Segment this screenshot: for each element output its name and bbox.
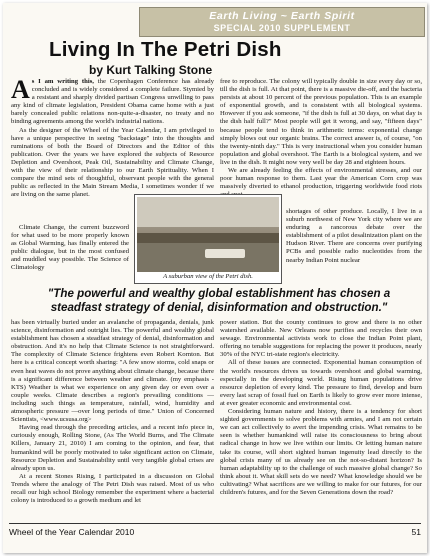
suburban-photo	[137, 197, 279, 272]
paragraph: At a recent Stones Rising, I participated in a discussion on Global Trends where the analogy of The Petri Dish was raised. Most of us who recall our high school Biology remember the experiment where a bacterial colony is introduced to a growth medium and let	[11, 472, 214, 505]
column-1-upper	[11, 75, 214, 199]
paragraph: free to reproduce. The colony will typically double in size every day or so, till the dish is full. At that point, there is a massive die-off, and the bacteria persists at about 10 percent of the previous population. This is an example of exponential growth, and is consistent with all biological systems. However if you ask someone, "if the dish is full at 30 days, on what day is the dish half full?" Most people will get it wrong, and say, "fifteen days" because people tend to think in arithmetic terms: exponential change simply blows out our organic brains. The correct answer is, of course, "on the twenty-ninth day." This is very instructional when you consider human population and global overshoot. The Earth is a biological system, and we live in the dish. It might now very well be day 28 and eighteen hours.	[220, 78, 422, 166]
page-number: 51	[411, 527, 421, 537]
photo-boat	[205, 249, 245, 258]
paragraph: As the designer of the Wheel of the Year Calendar, I am privileged to have a unique perspective in seeing "backstage" into the thoughts and ruminations of both the Board of Directors and the Editor of this publication. Over the years we have explored the subjects of Resource Depletion and Overshoot, Peak Oil, Sustainability and Climate Change, with the view of their relationship to our Earth Spirituality. When I compare the mind sets of thoughtful, observant people with the general public as reflected in the Main Stream Media, I sometimes wonder if we are living on the same planet.	[11, 126, 214, 199]
photo-caption: A suburban view of the Petri dish.	[163, 273, 253, 280]
paragraph: Considering human nature and history, there is a tendency for short sighted governments to solve problems with armies, and I am not certain we can act collectively to avert the impending crisis. What remains to be seen is whether humankind will raise its consciousness to bring about radical change in how we live within our limits. Or letting human nature take its course, will short sighted human ingenuity lead directly to the global crisis many of us already see on the not-so-distant horizon? Is human adaptability up to the challenge of such massive global change? So think about it. What skill sets do we need? What knowledge should we be cultivating? What sacrifices are we willing to make for our futures, for our children's futures, and for the Seven Generations down the road?	[220, 408, 422, 496]
paragraph: shortages of other produce. Locally, I live in a suburb northwest of New York city where we are enduring a rancorous debate over the establishment of a pilot desalinization plant on the Hudson River. There are concerns over purifying PCBs and possible radio nucleotides from the nearby Indian Point nuclear	[286, 208, 422, 264]
paragraph: We are already feeling the effects of environmental stresses, and our poor human response to them. Last year the American Corn crop was massively diverted to ethanol production, triggering worldwide food riots	[220, 167, 422, 191]
column-1-lower	[11, 224, 129, 273]
footer-divider	[9, 523, 421, 524]
column-2-lower	[286, 208, 422, 265]
paragraph: Having read through the preceding articles, and a recent info piece in, curiously enough, Rolling Stone, (As The World Burns, and The Climate Killers, January 21, 2010) I am coming to the opinion, and fear, that humankind will be poorly motivated to take significant action on Climate, Resource Depletion and Sustainability until very tangible global crises are already upon us.	[11, 424, 214, 472]
paragraph: Climate Change, the current buzzword for what used to be more properly known as Global Warming, has finally entered the public dialogue, but in the most confused and muddled way possible. The Science of Climatology	[11, 224, 129, 272]
paragraph: power station. But the county continues to grow and there is no other watershed available. New Orleans now purifies and recycles their own sewage. Environmental activists work to close the Indian Point plant, offering no tenable suggestions for replacing the power it produces, nearly 30% of the NYC tri-state region's electricity.	[220, 319, 422, 359]
article-title: Living In The Petri Dish	[49, 38, 282, 61]
lead-in: s I am writing this,	[31, 78, 94, 85]
footer-publication: Wheel of the Year Calendar 2010	[9, 527, 135, 537]
paragraph: All of these issues are connected. Exponential human consumption of the world's resources drives us towards overshoot and global warming, especially in the developing world. Rising human populations drive resource depletion of every kind. The pressure to find, develop and burn every last scrap of fossil fuel on Earth is likely to grow ever more intense, at ever greater economic and environmental cost.	[220, 359, 422, 407]
paragraph-text: the Copenhagen Conference has already concluded and is widely considered a complete failure. Stymied by a resistant and sharply divided partisan Congress unwilling to pass any kind of climate legislation, President Obama came home with a just barely concealed public relations non-quite-a-disaster, no treaty and no binding agreements among the world's industrial nations.	[11, 78, 214, 126]
pull-quote: "The powerful and wealthy global establishment has chosen a steadfast strategy of denial, disinformation and obstruction."	[47, 287, 391, 314]
column-4	[220, 319, 422, 497]
photo-frame	[134, 194, 282, 284]
drop-cap: A	[11, 75, 30, 104]
column-3	[11, 319, 214, 505]
banner-line-1: Earth Living ~ Earth Spirit	[209, 10, 355, 22]
column-2-upper	[220, 78, 422, 199]
magazine-page	[3, 3, 427, 553]
supplement-banner	[139, 7, 425, 37]
photo-sky	[137, 197, 279, 227]
paragraph: has been virtually buried under an avalanche of propaganda, denials, junk science, disinformation and outright lies. The powerful and wealthy global establishment has chosen a steadfast strategy of denial, disinformation and obstruction. And it's no help that Climate Science is not straightforward. The complexity of Climate Science frightens even Robert Kornton. But here is a critical concept worth sharing: "A few snow storms, cold snaps or even heat waves do not prove anything about climate change, because there is a significant difference between weather and climate. (my emphasis - KTS) Weather is what we experience on any given day or even over a couple weeks. Climate describes a region's prevailing conditions —including such things as temperature, rainfall, wind, humidity and atmospheric pressure —over long periods of time." Union of Concerned Scientists, <www.ucsusa.org>	[11, 319, 214, 424]
article-byline: by Kurt Talking Stone	[89, 63, 213, 77]
first-paragraph	[11, 75, 214, 127]
banner-line-2: SPECIAL 2010 SUPPLEMENT	[213, 23, 351, 33]
